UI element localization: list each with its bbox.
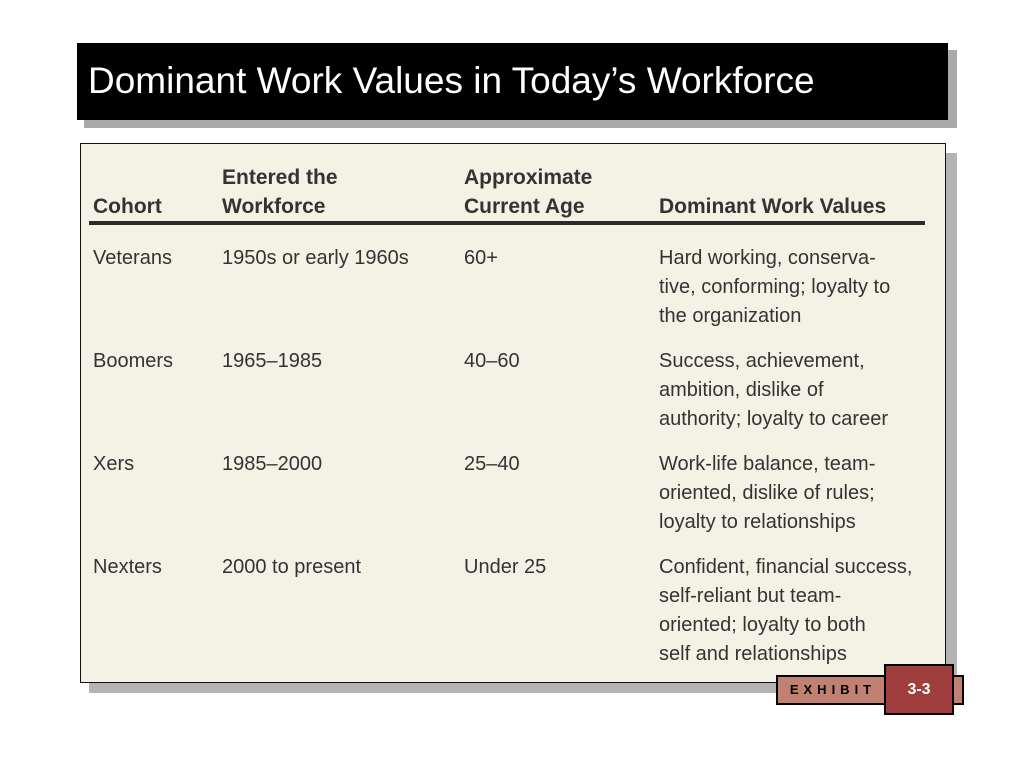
- row-3-values: Work-life balance, team- oriented, dislike of rules; loyalty to relationships: [659, 453, 876, 533]
- header-entered: Entered the Workforce: [222, 166, 338, 218]
- row-2-entered: 1965–1985: [222, 350, 323, 372]
- row-1-values: Hard working, conserva- tive, conforming; loyalty to the organization: [659, 247, 891, 327]
- row-1-entered: 1950s or early 1960s: [222, 247, 409, 269]
- title-banner: [77, 43, 948, 120]
- row-1-cohort: Veterans: [93, 247, 172, 269]
- row-2-age: 40–60: [464, 350, 520, 372]
- row-2-cohort: Boomers: [93, 350, 174, 372]
- table-panel: [80, 143, 946, 683]
- row-3-cohort: Xers: [93, 453, 135, 475]
- row-4-values: Confident, financial success, self-reliant but team- oriented; loyalty to both self and relationships: [659, 556, 913, 665]
- work-values-table: [81, 144, 945, 682]
- row-3-entered: 1985–2000: [222, 453, 323, 475]
- header-values: Dominant Work Values: [659, 195, 887, 218]
- exhibit-label: EXHIBIT: [789, 682, 877, 697]
- header-age: Approximate Current Age: [464, 166, 593, 218]
- header-cohort: Cohort: [93, 195, 162, 218]
- row-4-entered: 2000 to present: [222, 556, 361, 578]
- slide-title: Dominant Work Values in Today’s Workforce: [88, 60, 815, 101]
- row-4-age: Under 25: [464, 556, 547, 578]
- exhibit-number: 3-3: [907, 681, 931, 698]
- row-4-cohort: Nexters: [93, 556, 162, 578]
- exhibit-number-box: [884, 664, 954, 715]
- row-1-age: 60+: [464, 247, 498, 269]
- row-2-values: Success, achievement, ambition, dislike of authority; loyalty to career: [659, 350, 888, 430]
- row-3-age: 25–40: [464, 453, 520, 475]
- header-rule: [89, 221, 925, 225]
